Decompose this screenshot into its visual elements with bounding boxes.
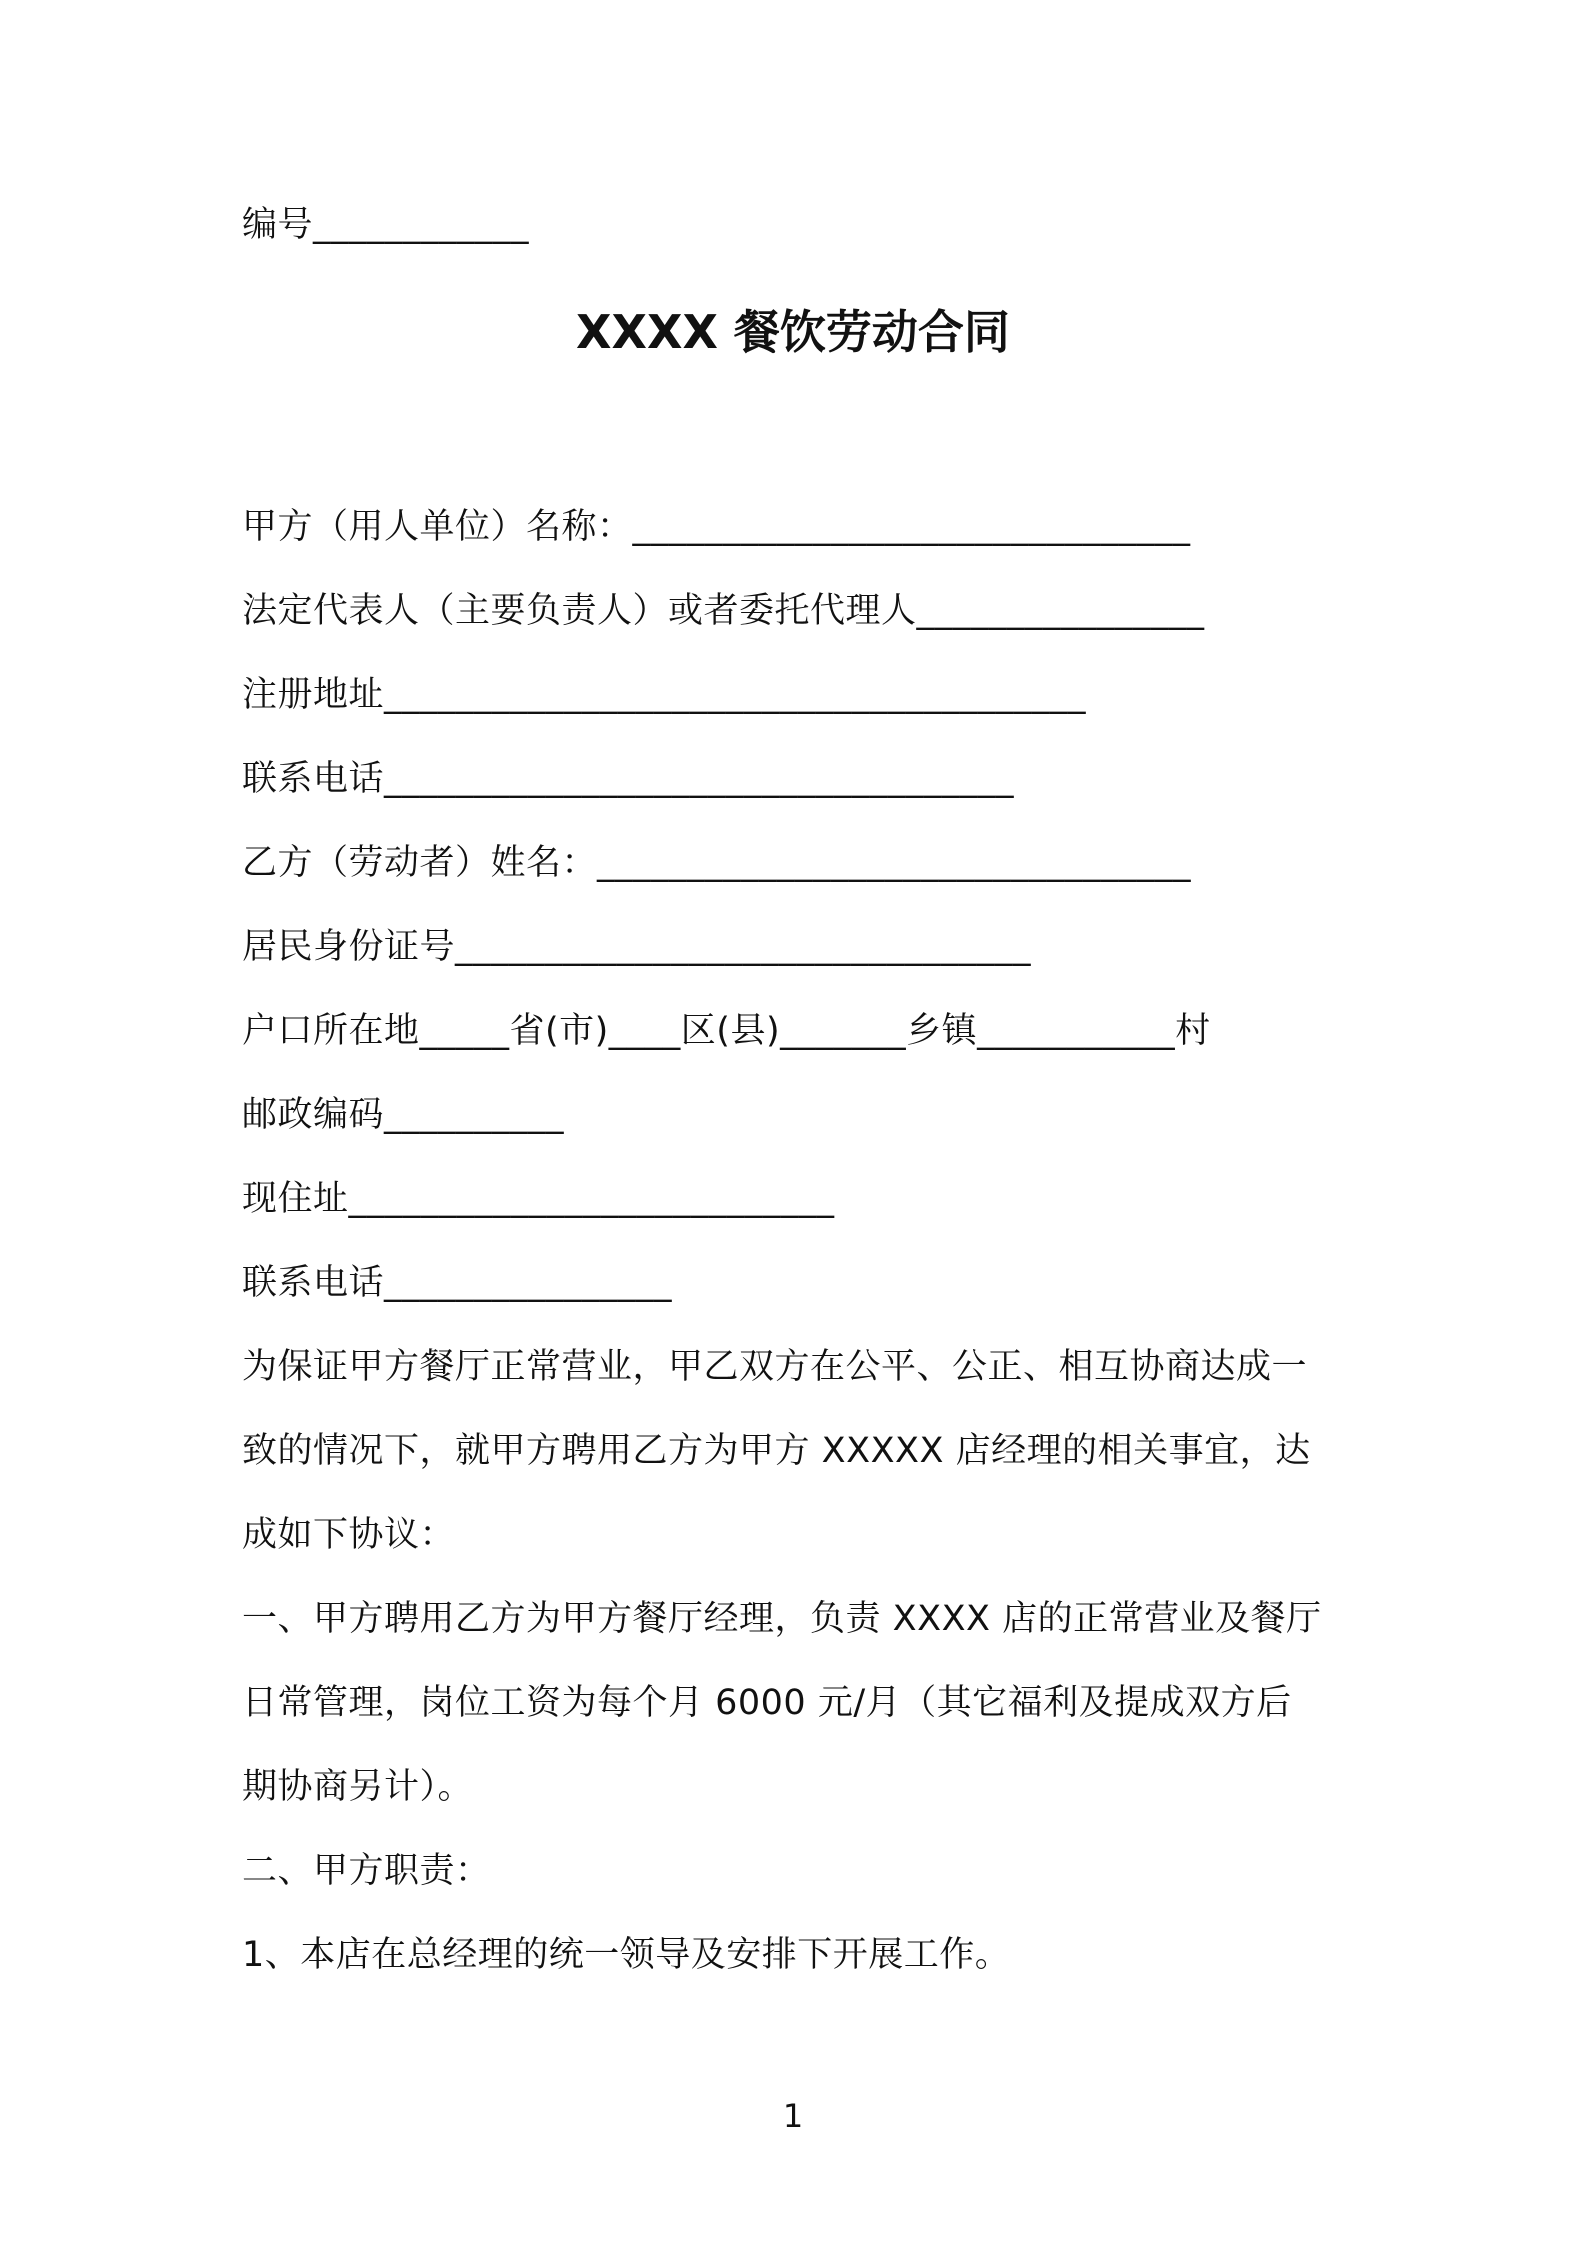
clause-1-line: 期协商另计）。	[242, 1767, 474, 1807]
party-b-name-line: 乙方（劳动者）姓名：_________________________________	[242, 843, 1192, 883]
party-b-postcode-line: 邮政编码__________	[242, 1095, 565, 1135]
document-title: XXXX 餐饮劳动合同	[576, 305, 1010, 359]
page-number: 1	[782, 2097, 804, 2135]
party-a-address-line: 注册地址_______________________________________	[242, 675, 1087, 715]
intro-paragraph-line: 成如下协议：	[242, 1515, 456, 1555]
intro-paragraph-line: 致的情况下，就甲方聘用乙方为甲方 XXXXX 店经理的相关事宜，达	[242, 1431, 1311, 1471]
party-a-representative-line: 法定代表人（主要负责人）或者委托代理人________________	[242, 591, 1205, 631]
clause-2-item-1: 1、本店在总经理的统一领导及安排下开展工作。	[242, 1935, 1011, 1975]
party-a-name-line: 甲方（用人单位）名称：_______________________________	[242, 507, 1191, 547]
intro-paragraph-line: 为保证甲方餐厅正常营业，甲乙双方在公平、公正、相互协商达成一	[242, 1347, 1308, 1387]
party-b-household-line: 户口所在地_____省(市)____区(县)_______乡镇___________村	[242, 1011, 1211, 1051]
clause-1-line: 日常管理，岗位工资为每个月 6000 元/月（其它福利及提成双方后	[242, 1683, 1292, 1723]
party-b-id-line: 居民身份证号________________________________	[242, 927, 1032, 967]
party-a-phone-line: 联系电话___________________________________	[242, 759, 1015, 799]
clause-2-heading: 二、甲方职责：	[242, 1851, 491, 1891]
party-b-phone-line: 联系电话________________	[242, 1263, 673, 1303]
party-b-current-address-line: 现住址___________________________	[242, 1179, 835, 1219]
clause-1-line: 一、甲方聘用乙方为甲方餐厅经理，负责 XXXX 店的正常营业及餐厅	[242, 1599, 1322, 1639]
contract-number-label: 编号____________	[242, 205, 530, 245]
